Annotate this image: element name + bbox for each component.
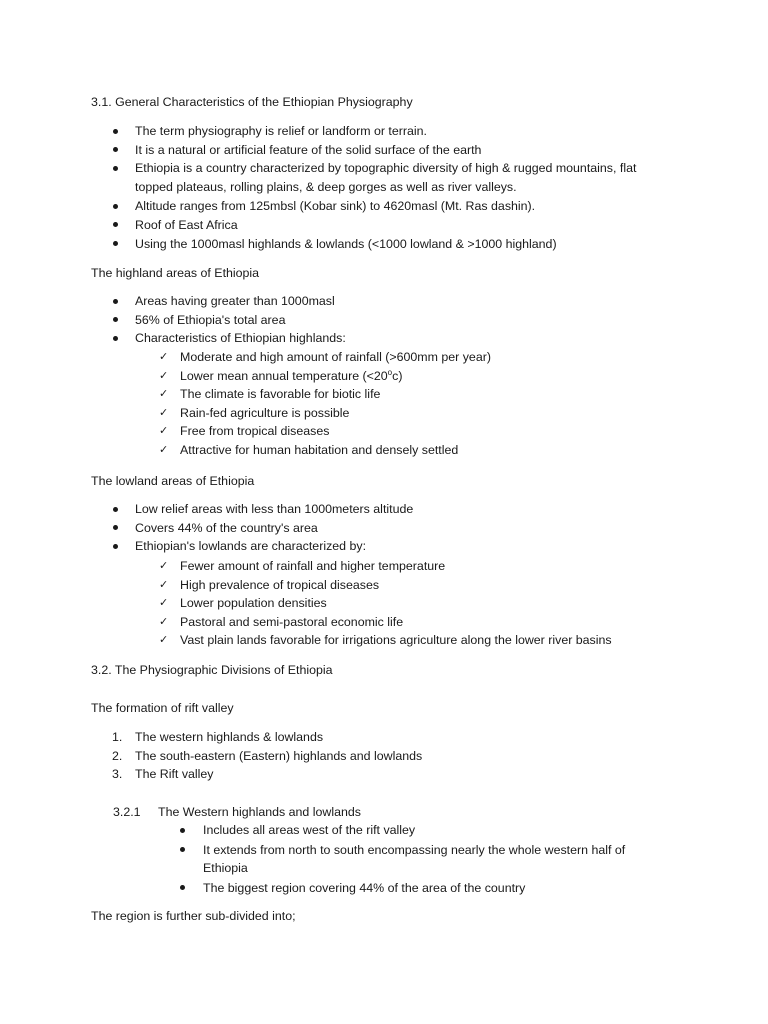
check-item: ✓ High prevalence of tropical diseases	[91, 576, 711, 595]
western-highlands-list	[114, 821, 674, 897]
rift-valley-heading: The formation of rift valley	[91, 701, 234, 715]
check-item-text: Lower mean annual temperature (<20	[180, 368, 388, 383]
section-number: 3.2.1	[113, 805, 141, 819]
list-item: Includes all areas west of the rift valley	[114, 821, 674, 840]
list-item: Covers 44% of the country's area	[91, 519, 671, 538]
section-3-1-heading: 3.1. General Characteristics of the Ethiopian Physiography	[91, 95, 413, 109]
list-item: The biggest region covering 44% of the area of the country	[114, 879, 674, 898]
list-item: Using the 1000masl highlands & lowlands (<1000 lowland & >1000 highland)	[91, 235, 671, 254]
list-item: The term physiography is relief or landform or terrain.	[91, 122, 671, 141]
check-item: ✓ Moderate and high amount of rainfall (>600mm per year)	[91, 348, 691, 367]
check-item: ✓ Vast plain lands favorable for irrigations agriculture along the lower river basins	[91, 631, 711, 650]
highland-characteristics-list	[91, 348, 691, 460]
item-text: The south-eastern (Eastern) highlands and lowlands	[135, 748, 423, 763]
list-item: Ethiopia is a country characterized by topographic diversity of high & rugged mountains, flat topped plateaus, rolling plains, & deep gorges as well as river valleys.	[91, 159, 657, 196]
check-item	[91, 367, 691, 386]
list-item: Ethiopian's lowlands are characterized by:	[91, 537, 671, 556]
numbered-item	[91, 765, 671, 784]
list-item: Characteristics of Ethiopian highlands:	[91, 329, 671, 348]
section-3-2-1-heading	[113, 803, 361, 822]
region-subdivided-text: The region is further sub-divided into;	[91, 909, 296, 923]
list-item: Altitude ranges from 125mbsl (Kobar sink) to 4620masl (Mt. Ras dashin).	[91, 197, 671, 216]
check-item: ✓ Lower population densities	[91, 594, 711, 613]
item-number: 3.	[112, 767, 123, 782]
temp-suffix: c)	[392, 368, 403, 383]
list-item: It extends from north to south encompassing nearly the whole western half of Ethiopia	[114, 841, 673, 878]
list-item: It is a natural or artificial feature of the solid surface of the earth	[91, 141, 671, 160]
check-item: ✓ Fewer amount of rainfall and higher temperature	[91, 557, 711, 576]
list-item: Areas having greater than 1000masl	[91, 292, 671, 311]
divisions-list	[91, 728, 671, 784]
numbered-item	[91, 747, 671, 766]
numbered-item	[91, 728, 671, 747]
list-item: Low relief areas with less than 1000meters altitude	[91, 500, 671, 519]
list-item: Roof of East Africa	[91, 216, 671, 235]
check-item: ✓ Pastoral and semi-pastoral economic life	[91, 613, 711, 632]
item-number: 1.	[112, 730, 123, 744]
item-text: The western highlands & lowlands	[135, 730, 324, 744]
check-item: ✓ The climate is favorable for biotic life	[91, 385, 691, 404]
section-title: The Western highlands and lowlands	[158, 805, 361, 819]
check-item: ✓ Free from tropical diseases	[91, 422, 691, 441]
degree-sup: o	[387, 367, 393, 377]
lowland-heading: The lowland areas of Ethiopia	[91, 474, 255, 488]
highland-heading: The highland areas of Ethiopia	[91, 266, 260, 280]
section-3-2-heading: 3.2. The Physiographic Divisions of Ethiopia	[91, 663, 333, 677]
lowland-characteristics-list	[91, 557, 711, 650]
check-item: ✓ Attractive for human habitation and densely settled	[91, 441, 691, 460]
item-text: The Rift valley	[135, 767, 214, 782]
highland-list	[91, 292, 671, 348]
check-item: ✓ Rain-fed agriculture is possible	[91, 404, 691, 423]
general-characteristics-list	[91, 122, 671, 253]
item-number: 2.	[112, 748, 123, 763]
list-item: 56% of Ethiopia's total area	[91, 311, 671, 330]
lowland-list	[91, 500, 671, 556]
